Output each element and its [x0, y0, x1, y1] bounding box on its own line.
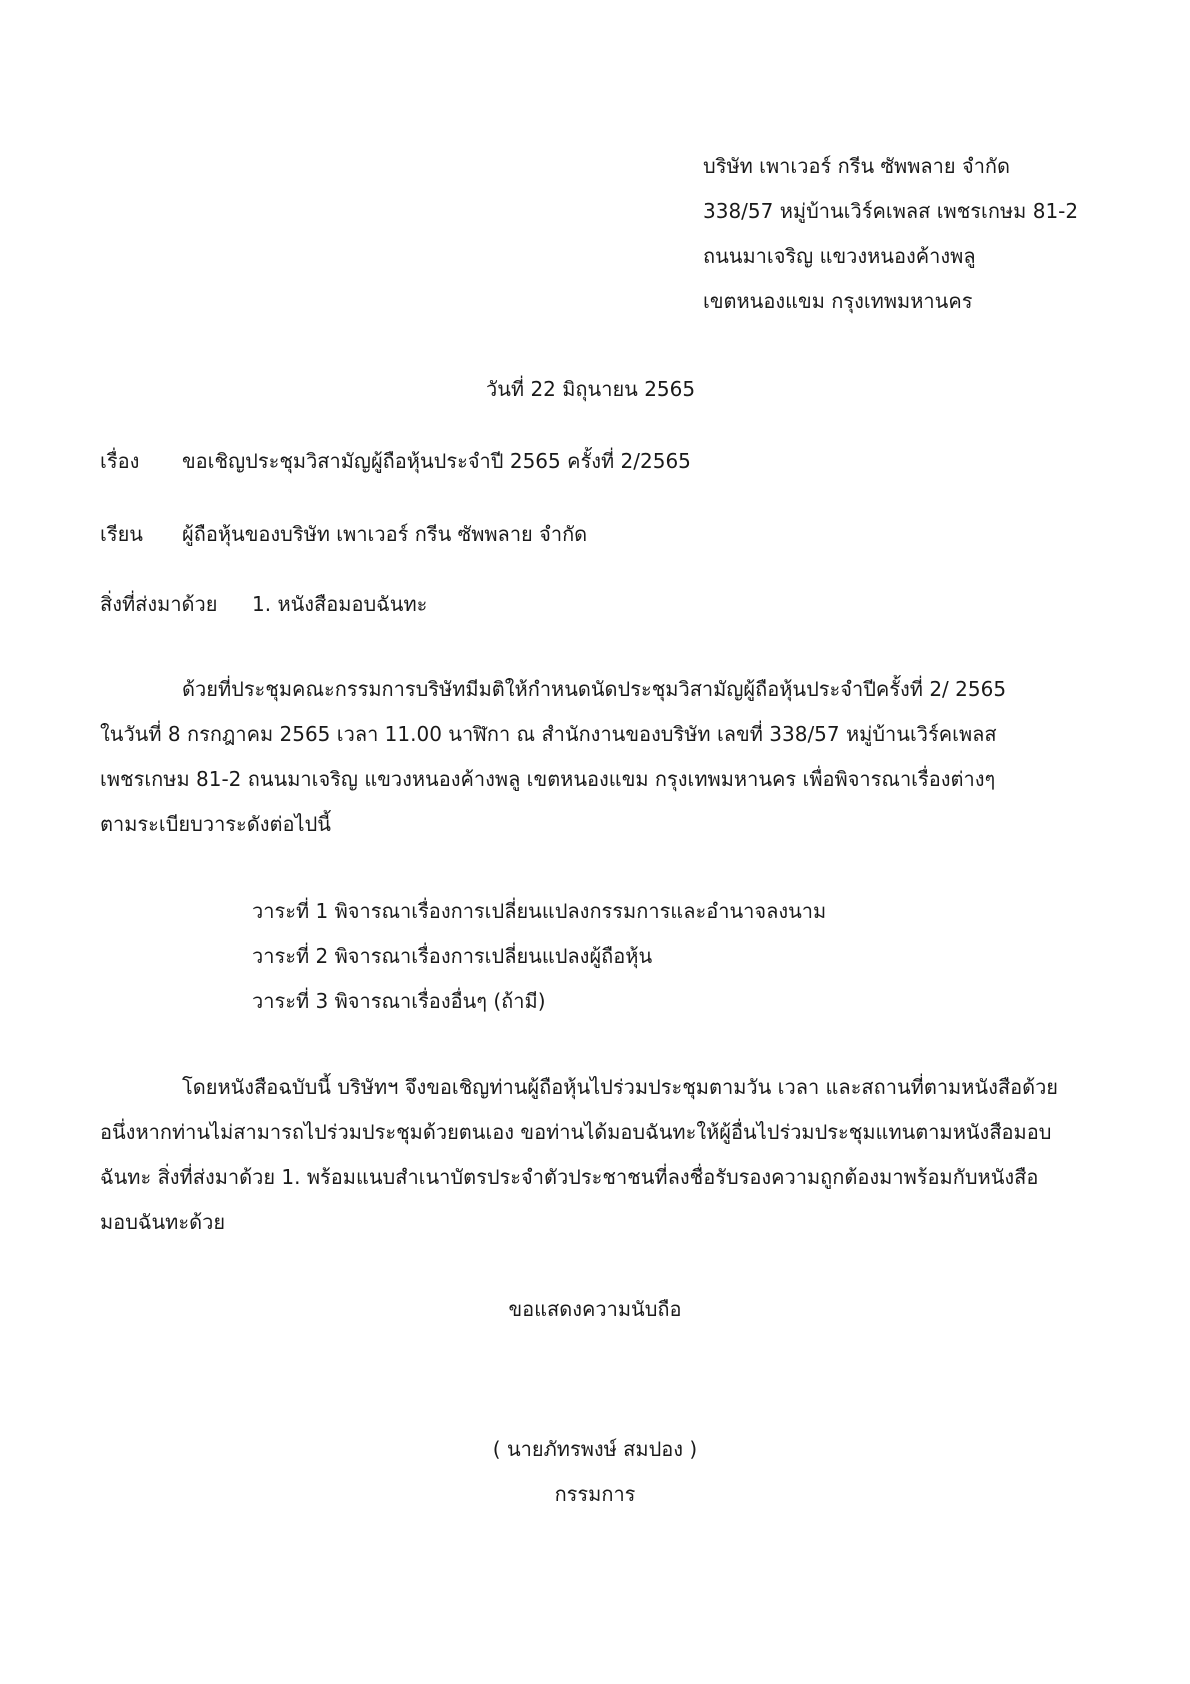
paragraph2-line-1: โดยหนังสือฉบับนี้ บริษัทฯ จึงขอเชิญท่านผู้ถือหุ้นไปร่วมประชุมตามวัน เวลา และสถานที่ตามหนังสือด้วย: [182, 1075, 1059, 1099]
to-label: เรียน: [100, 522, 143, 546]
paragraph2-line-3: ฉันทะ สิ่งที่ส่งมาด้วย 1. พร้อมแนบสำเนาบัตรประจำตัวประชาชนที่ลงชื่อรับรองความถูกต้องมาพร้อมกับหนังสือ: [100, 1165, 1039, 1189]
to-text: ผู้ถือหุ้นของบริษัท เพาเวอร์ กรีน ซัพพลาย จำกัด: [182, 522, 588, 546]
paragraph1-line-4: ตามระเบียบวาระดังต่อไปนี้: [100, 812, 331, 836]
letter-date: วันที่ 22 มิถุนายน 2565: [486, 377, 696, 401]
sender-address-line-2: 338/57 หมู่บ้านเวิร์คเพลส เพชรเกษม 81-2: [703, 199, 1079, 223]
enclosure-text: 1. หนังสือมอบฉันทะ: [252, 592, 428, 616]
agenda-item-1: วาระที่ 1 พิจารณาเรื่องการเปลี่ยนแปลงกรรมการและอำนาจลงนาม: [252, 899, 827, 923]
closing-text: ขอแสดงความนับถือ: [508, 1297, 682, 1321]
sender-address-line-1: บริษัท เพาเวอร์ กรีน ซัพพลาย จำกัด: [703, 154, 1011, 178]
signatory-title: กรรมการ: [554, 1482, 636, 1506]
sender-address-line-3: ถนนมาเจริญ แขวงหนองค้างพลู: [703, 244, 976, 268]
sender-address-line-4: เขตหนองแขม กรุงเทพมหานคร: [703, 289, 973, 313]
paragraph1-line-2: ในวันที่ 8 กรกฎาคม 2565 เวลา 11.00 นาฬิกา ณ สำนักงานของบริษัท เลขที่ 338/57 หมู่บ้านเวิร์คเพลส: [100, 722, 997, 746]
subject-label: เรื่อง: [100, 449, 140, 473]
paragraph1-line-1: ด้วยที่ประชุมคณะกรรมการบริษัทมีมติให้กำหนดนัดประชุมวิสามัญผู้ถือหุ้นประจำปีครั้งที่ 2/ 2565: [182, 677, 1007, 701]
subject-text: ขอเชิญประชุมวิสามัญผู้ถือหุ้นประจำปี 2565 ครั้งที่ 2/2565: [182, 449, 691, 473]
enclosure-label: สิ่งที่ส่งมาด้วย: [100, 592, 218, 616]
paragraph2-line-2: อนึ่งหากท่านไม่สามารถไปร่วมประชุมด้วยตนเอง ขอท่านได้มอบฉันทะให้ผู้อื่นไปร่วมประชุมแทนตามหนังสือมอบ: [100, 1120, 1052, 1144]
agenda-item-3: วาระที่ 3 พิจารณาเรื่องอื่นๆ (ถ้ามี): [252, 989, 546, 1013]
paragraph1-line-3: เพชรเกษม 81-2 ถนนมาเจริญ แขวงหนองค้างพลู เขตหนองแขม กรุงเทพมหานคร เพื่อพิจารณาเรื่องต่างๆ: [100, 767, 996, 791]
signatory-name: ( นายภัทรพงษ์ สมปอง ): [492, 1437, 698, 1461]
paragraph2-line-4: มอบฉันทะด้วย: [100, 1210, 226, 1234]
agenda-item-2: วาระที่ 2 พิจารณาเรื่องการเปลี่ยนแปลงผู้ถือหุ้น: [252, 944, 653, 968]
